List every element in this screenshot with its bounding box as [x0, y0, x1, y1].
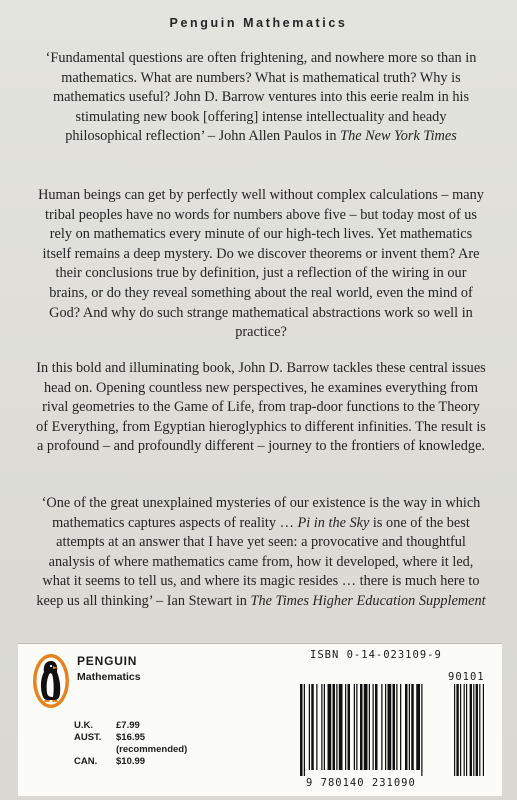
price-row — [74, 720, 194, 732]
book-title: Pi in the Sky — [297, 514, 370, 531]
price-region — [74, 744, 116, 756]
price-list — [74, 720, 194, 768]
publisher-name: PENGUIN — [77, 654, 138, 668]
blurb-paragraph-1: Human beings can get by perfectly well without complex calculations – many tribal peoples have no words for numbers above five – but today most of us rely on mathematics every minute of our high-tech lives. Yet mathematics itself remains a deep mystery. Do we discover theorems or invent them? Are their conclusions true by definition, just a reflection of the wiring in our brains, or do they reveal something about the real world, even the mind of God? And why do such strange mathematical abstractions work so well in practice? — [38, 187, 484, 341]
price-value: $16.95 — [116, 732, 146, 743]
barcode-ean-digits: 9 780140 231090 — [306, 777, 416, 789]
quote-text: is one of the best attempts at an answer that I have yet seen: a provocative and thoughtful analysis of where mathematics came from, how it developed, where it led, what it seems to tell us, and where its magic resides … there is much here to keep us all thinking’ – Ian Stewart in — [36, 514, 480, 609]
blurb-paragraph-2: In this bold and illuminating book, John D. Barrow tackles these central issues head on. Opening countless new perspectives, he examines everything from rival geometries to the Game of Life, from trap-door functions to the Theory of Everything, from Egyptian hieroglyphics to different infinities. The result is a profound – and profoundly different – journey to the frontiers of knowledge. — [36, 360, 486, 455]
price-region: U.K. — [74, 720, 93, 731]
review-quote-paulos — [36, 49, 486, 147]
quote-source: The Times Higher Education Supplement — [250, 592, 486, 609]
barcode-icon — [298, 684, 490, 776]
review-quote-stewart — [36, 494, 486, 612]
price-region: CAN. — [74, 756, 98, 767]
price-row — [74, 732, 194, 744]
price-value: (recommended) — [116, 744, 188, 755]
price-row — [74, 756, 194, 768]
barcode-addon-digits: 90101 — [448, 671, 485, 683]
quote-source: The New York Times — [340, 128, 457, 145]
penguin-logo-icon — [32, 653, 70, 709]
series-header: Penguin Mathematics — [169, 16, 348, 30]
publisher-footer — [18, 643, 502, 796]
quote-text: ‘Fundamental questions are often frightening, and nowhere more so than in mathematics. What are numbers? What is mathematical truth? Why is mathematics useful? John D. Barrow ventures into this eerie realm in his stimulating new book [offering] intense intellectuality and heady philosophical reflection’ – John Allen Paulos in — [45, 50, 477, 145]
category-label: Mathematics — [77, 671, 141, 683]
price-value: £7.99 — [116, 720, 140, 731]
imprint — [77, 654, 141, 683]
price-row — [74, 744, 194, 756]
price-region: AUST. — [74, 732, 102, 743]
isbn-label: ISBN 0-14-023109-9 — [310, 649, 442, 661]
quote-text: ‘One of the great unexplained mysteries of our existence is the way in which mathematics captures aspects of reality … — [41, 495, 481, 531]
price-value: $10.99 — [116, 756, 146, 767]
